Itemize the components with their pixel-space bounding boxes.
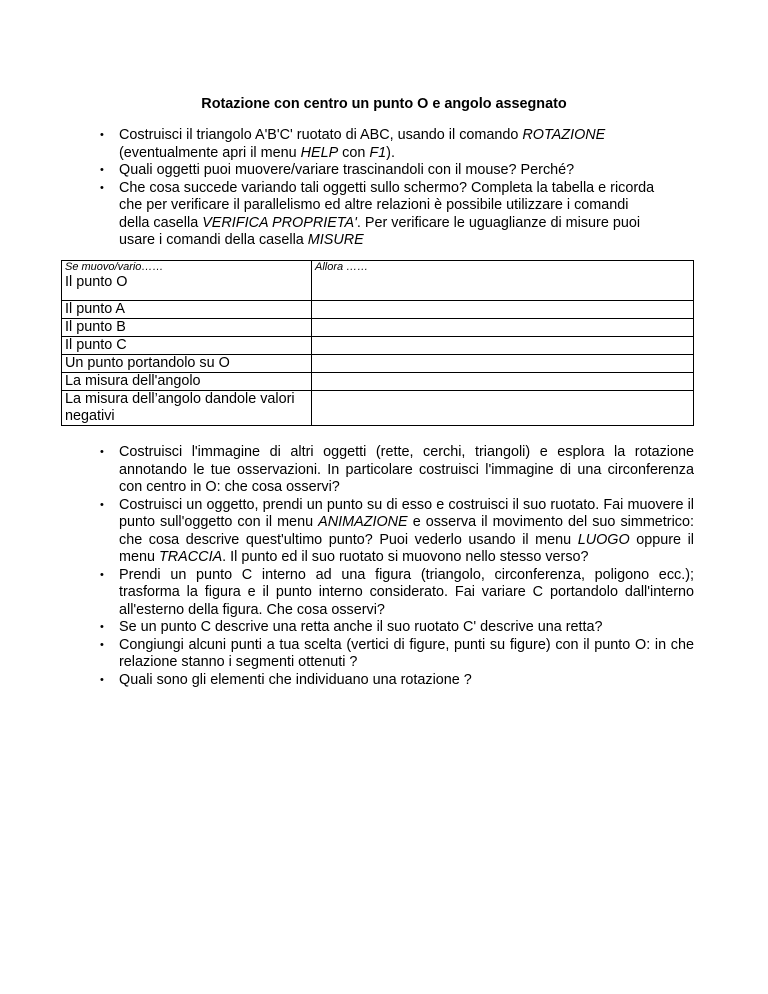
instruction-list-top [0,127,659,250]
table-header-left: Se muovo/vario…… [65,261,164,273]
text-segment: . Il punto ed il suo ruotato si muovono nello stesso verso? [222,549,589,565]
table-header-row [62,261,694,301]
table-cell-empty [312,301,694,319]
list-item-text [119,637,694,672]
text-segment: Prendi un punto C interno ad una figura (triangolo, circonferenza, poligono ecc.); trasforma la figura e il punto interno considerato. Fai variare C portandolo dall'interno all'esterno della figura. Che cosa osservi? [119,566,694,618]
table-cell-empty [312,337,694,355]
list-item [0,672,694,690]
bullet-icon: • [100,638,104,651]
list-item-text [119,619,694,637]
text-segment: Che cosa succede variando tali oggetti sullo schermo? Completa la tabella e ricorda che per verificare il parallelismo ed altre relazioni è possibile utilizzare i comandi della casella [119,179,655,231]
list-item-text [119,127,659,162]
table-row [62,373,694,391]
table-row [62,391,694,426]
command-name: F1 [369,144,387,161]
bullet-icon: • [100,129,104,141]
bullet-icon: • [100,164,104,176]
table-row [62,337,694,355]
text-segment: Se un punto C descrive una retta anche il suo ruotato C' descrive una retta? [119,619,603,635]
text-segment: Costruisci un oggetto, prendi un punto su di esso e costruisci il suo ruotato. Fai muovere il punto sull'oggetto con il menu [119,496,694,530]
command-name: HELP [300,144,339,161]
table-cell [312,261,694,301]
table-cell [62,261,312,301]
table-row-label: La misura dell'angolo [62,373,312,391]
table-row-label: Il punto C [62,337,312,355]
command-name: VERIFICA PROPRIETA' [202,214,357,231]
bullet-icon: • [100,181,104,194]
text-segment: Costruisci il triangolo A'B'C' ruotato di ABC, usando il comando [119,127,523,143]
table-row-label: Il punto A [62,301,312,319]
list-item-text [119,162,659,180]
text-segment: Quali oggetti puoi muovere/variare trascinandoli con il mouse? Perché? [119,162,575,178]
text-segment: ). [386,144,395,161]
list-item-text [119,567,694,620]
command-name: ROTAZIONE [522,127,606,143]
text-segment: . Per verificare le uguaglianze di misure puoi usare i comandi della casella [119,214,641,248]
text-segment: oppure il menu [119,531,695,565]
instruction-list-bottom [0,444,694,689]
table-row [62,355,694,373]
observation-table [61,260,694,426]
list-item [0,567,694,620]
table-cell-empty [312,373,694,391]
table-row-label: Un punto portandolo su O [62,355,312,373]
table-cell-empty [312,319,694,337]
list-item-text [119,180,659,250]
text-segment: Congiungi alcuni punti a tua scelta (vertici di figure, punti su figure) con il punto O: in che relazione stanno i segmenti ottenuti ? [119,636,694,670]
text-segment: con [338,144,370,161]
table-first-row-label: Il punto O [65,274,128,290]
list-item [0,444,694,497]
text-segment: Costruisci l'immagine di altri oggetti (rette, cerchi, triangoli) e esplora la rotazione annotando le tue osservazioni. In particolare costruisci l'immagine di una circonferenza con centro in O: che cosa osservi? [119,444,694,495]
list-item [0,619,694,637]
command-name: TRACCIA [159,549,223,565]
command-name: MISURE [307,232,364,248]
bullet-icon: • [100,446,104,458]
command-name: ANIMAZIONE [318,514,408,530]
table-header-right: Allora …… [315,261,369,273]
text-segment: Quali sono gli elementi che individuano una rotazione ? [119,671,472,688]
list-item-text [119,444,694,497]
list-item [0,637,694,672]
bullet-icon: • [100,498,104,511]
table-cell-empty [312,391,694,426]
list-item [0,180,659,250]
text-segment: e osserva il movimento del suo simmetrico: che cosa descrive quest'ultimo punto? Puoi vederlo usando il menu [119,514,694,548]
table-row [62,319,694,337]
table-cell-empty [312,355,694,373]
list-item [0,162,659,180]
bullet-icon: • [100,673,104,686]
bullet-icon: • [100,568,104,581]
table-row [62,301,694,319]
table-row-label: La misura dell’angolo dandole valori negativi [62,391,312,426]
list-item-text [119,497,694,567]
list-item-text [119,672,694,690]
page-title: Rotazione con centro un punto O e angolo assegnato [201,96,567,112]
list-item [0,127,659,162]
command-name: LUOGO [577,531,630,548]
table-row-label: Il punto B [62,319,312,337]
list-item [0,497,694,567]
bullet-icon: • [100,621,104,633]
text-segment: (eventualmente apri il menu [119,144,301,161]
